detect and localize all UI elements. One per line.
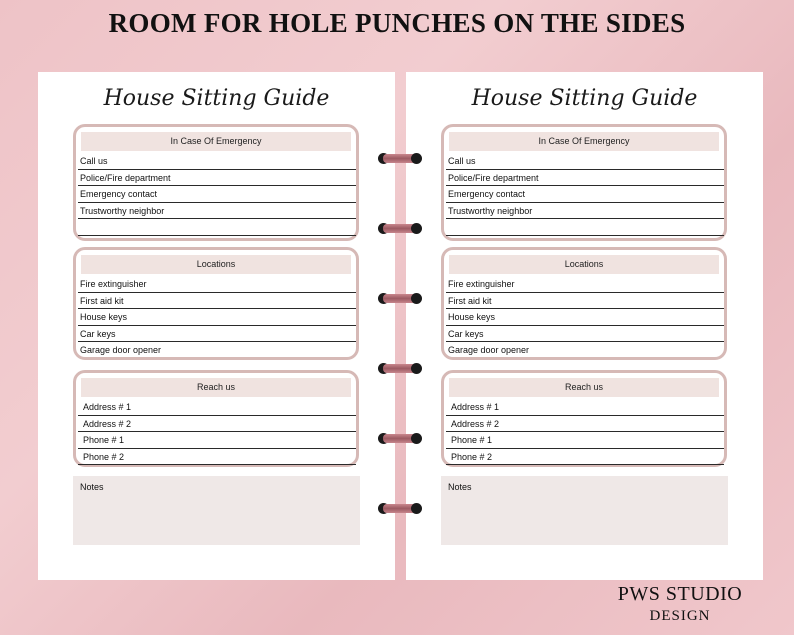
locations-section — [441, 247, 727, 360]
section-header: Reach us — [449, 378, 719, 397]
list-item: Call us — [78, 153, 356, 170]
list-item: Call us — [446, 153, 724, 170]
notes-box — [73, 476, 360, 545]
brand-line-2: DESIGN — [649, 608, 711, 624]
list-item: Address # 2 — [78, 416, 356, 433]
brand-line-1: PWS STUDIO — [617, 583, 743, 605]
emergency-section — [73, 124, 359, 241]
list-item: First aid kit — [78, 293, 356, 310]
list-item: First aid kit — [446, 293, 724, 310]
list-item: Police/Fire department — [446, 170, 724, 187]
list-item: Fire extinguisher — [446, 276, 724, 293]
list-item: Police/Fire department — [78, 170, 356, 187]
notes-box — [441, 476, 728, 545]
list-item: Address # 1 — [446, 399, 724, 416]
binder-ring-icon — [378, 502, 422, 515]
emergency-section — [441, 124, 727, 241]
notes-label: Notes — [448, 482, 472, 492]
headline: ROOM FOR HOLE PUNCHES ON THE SIDES — [108, 8, 686, 38]
binder-ring-icon — [378, 432, 422, 445]
list-item: House keys — [78, 309, 356, 326]
list-item: Phone # 1 — [78, 432, 356, 449]
section-header: Reach us — [81, 378, 351, 397]
planner-page-right — [406, 72, 763, 580]
reach-us-section — [73, 370, 359, 467]
list-item: Car keys — [78, 326, 356, 343]
page-title: House Sitting Guide — [103, 86, 330, 111]
list-item: Emergency contact — [78, 186, 356, 203]
notes-label: Notes — [80, 482, 104, 492]
binder-ring-icon — [378, 292, 422, 305]
list-item: Phone # 1 — [446, 432, 724, 449]
binder-ring-icon — [378, 222, 422, 235]
reach-us-section — [441, 370, 727, 467]
list-item: Trustworthy neighbor — [446, 203, 724, 220]
list-item: Garage door opener — [448, 345, 530, 355]
blank-line — [446, 219, 724, 236]
list-item: Address # 1 — [78, 399, 356, 416]
section-header: In Case Of Emergency — [449, 132, 719, 151]
section-header: In Case Of Emergency — [81, 132, 351, 151]
blank-line — [78, 219, 356, 236]
brand-logo — [590, 583, 770, 625]
list-item: Phone # 2 — [78, 449, 356, 466]
list-item: Emergency contact — [446, 186, 724, 203]
binder-ring-icon — [378, 362, 422, 375]
list-item: Fire extinguisher — [78, 276, 356, 293]
list-item: Phone # 2 — [446, 449, 724, 466]
list-item: House keys — [446, 309, 724, 326]
planner-page-left — [38, 72, 395, 580]
list-item: Garage door opener — [80, 345, 162, 355]
page-title: House Sitting Guide — [471, 86, 698, 111]
locations-section — [73, 247, 359, 360]
list-item: Trustworthy neighbor — [78, 203, 356, 220]
list-item: Address # 2 — [446, 416, 724, 433]
section-header: Locations — [81, 255, 351, 274]
section-header: Locations — [449, 255, 719, 274]
binder-ring-icon — [378, 152, 422, 165]
list-item: Car keys — [446, 326, 724, 343]
